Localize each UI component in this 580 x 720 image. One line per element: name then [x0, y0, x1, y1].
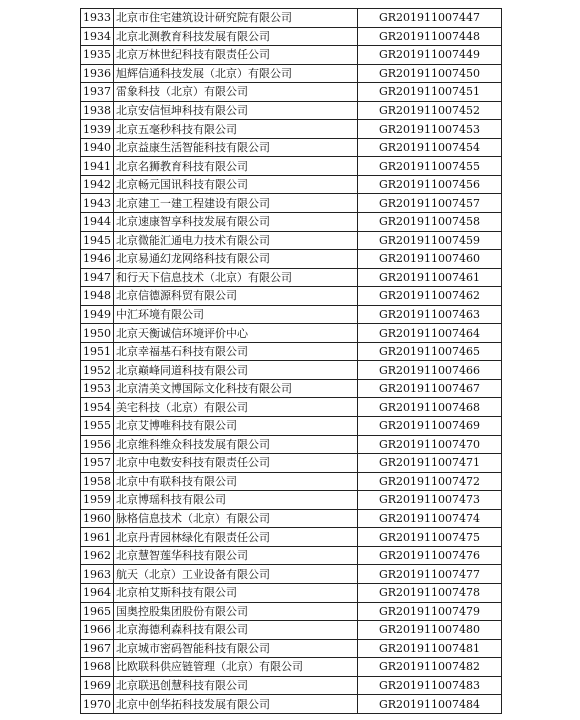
table-row [81, 83, 502, 102]
certificate-number: GR201911007483 [358, 676, 502, 695]
row-number: 1956 [81, 435, 114, 454]
certificate-number: GR201911007465 [358, 342, 502, 361]
table-row [81, 583, 502, 602]
row-number: 1943 [81, 194, 114, 213]
company-name: 脉格信息技术（北京）有限公司 [114, 509, 358, 528]
company-name: 北京柏艾斯科技有限公司 [114, 583, 358, 602]
certificate-number: GR201911007481 [358, 639, 502, 658]
certificate-number: GR201911007459 [358, 231, 502, 250]
company-name: 北京畅元国讯科技有限公司 [114, 175, 358, 194]
company-name: 旭辉信通科技发展（北京）有限公司 [114, 64, 358, 83]
row-number: 1946 [81, 250, 114, 269]
row-number: 1948 [81, 287, 114, 306]
certificate-number: GR201911007450 [358, 64, 502, 83]
table-row [81, 138, 502, 157]
row-number: 1944 [81, 213, 114, 232]
row-number: 1940 [81, 138, 114, 157]
company-name: 北京建工一建工程建设有限公司 [114, 194, 358, 213]
certificate-number: GR201911007452 [358, 101, 502, 120]
table-row [81, 528, 502, 547]
company-name: 北京天衡诚信环境评价中心 [114, 324, 358, 343]
company-name: 北京维科维众科技发展有限公司 [114, 435, 358, 454]
certificate-number: GR201911007473 [358, 491, 502, 510]
company-name: 北京海德利森科技有限公司 [114, 621, 358, 640]
certificate-number: GR201911007447 [358, 9, 502, 28]
table-row [81, 509, 502, 528]
table-row [81, 250, 502, 269]
table-row [81, 379, 502, 398]
table-row [81, 491, 502, 510]
row-number: 1951 [81, 342, 114, 361]
company-name: 北京五毫秒科技有限公司 [114, 120, 358, 139]
row-number: 1953 [81, 379, 114, 398]
certificate-table [80, 8, 502, 714]
table-row [81, 695, 502, 714]
company-name: 北京城市密码智能科技有限公司 [114, 639, 358, 658]
company-name: 北京博瑶科技有限公司 [114, 491, 358, 510]
table-row [81, 398, 502, 417]
row-number: 1950 [81, 324, 114, 343]
table-row [81, 621, 502, 640]
certificate-number: GR201911007468 [358, 398, 502, 417]
certificate-number: GR201911007480 [358, 621, 502, 640]
table-row [81, 194, 502, 213]
certificate-number: GR201911007464 [358, 324, 502, 343]
company-name: 北京巅峰同道科技有限公司 [114, 361, 358, 380]
table-row [81, 324, 502, 343]
certificate-number: GR201911007457 [358, 194, 502, 213]
company-name: 北京中有联科技有限公司 [114, 472, 358, 491]
table-row [81, 602, 502, 621]
row-number: 1969 [81, 676, 114, 695]
company-name: 北京联迅创慧科技有限公司 [114, 676, 358, 695]
row-number: 1962 [81, 546, 114, 565]
row-number: 1937 [81, 83, 114, 102]
company-name: 国奥控股集团股份有限公司 [114, 602, 358, 621]
row-number: 1952 [81, 361, 114, 380]
certificate-number: GR201911007460 [358, 250, 502, 269]
table-row [81, 472, 502, 491]
table-row [81, 175, 502, 194]
row-number: 1938 [81, 101, 114, 120]
certificate-number: GR201911007478 [358, 583, 502, 602]
table-row [81, 101, 502, 120]
row-number: 1941 [81, 157, 114, 176]
table-row [81, 361, 502, 380]
certificate-number: GR201911007449 [358, 46, 502, 65]
company-name: 北京清美文博国际文化科技有限公司 [114, 379, 358, 398]
certificate-number: GR201911007476 [358, 546, 502, 565]
certificate-number: GR201911007477 [358, 565, 502, 584]
row-number: 1957 [81, 454, 114, 473]
certificate-number: GR201911007448 [358, 27, 502, 46]
certificate-number: GR201911007453 [358, 120, 502, 139]
certificate-number: GR201911007471 [358, 454, 502, 473]
company-name: 比欧联科供应链管理（北京）有限公司 [114, 658, 358, 677]
table-body [81, 9, 502, 714]
certificate-number: GR201911007467 [358, 379, 502, 398]
table-row [81, 417, 502, 436]
company-name: 和行天下信息技术（北京）有限公司 [114, 268, 358, 287]
row-number: 1960 [81, 509, 114, 528]
company-name: 北京市住宅建筑设计研究院有限公司 [114, 9, 358, 28]
certificate-number: GR201911007472 [358, 472, 502, 491]
company-name: 北京慧智莲华科技有限公司 [114, 546, 358, 565]
certificate-number: GR201911007479 [358, 602, 502, 621]
company-name: 北京益康生活智能科技有限公司 [114, 138, 358, 157]
certificate-number: GR201911007469 [358, 417, 502, 436]
company-name: 航天（北京）工业设备有限公司 [114, 565, 358, 584]
company-name: 中汇环境有限公司 [114, 305, 358, 324]
certificate-number: GR201911007455 [358, 157, 502, 176]
row-number: 1959 [81, 491, 114, 510]
certificate-number: GR201911007470 [358, 435, 502, 454]
row-number: 1934 [81, 27, 114, 46]
company-name: 北京微能汇通电力技术有限公司 [114, 231, 358, 250]
row-number: 1968 [81, 658, 114, 677]
table-row [81, 213, 502, 232]
company-name: 北京名狮教育科技有限公司 [114, 157, 358, 176]
certificate-number: GR201911007484 [358, 695, 502, 714]
table-row [81, 268, 502, 287]
company-name: 北京幸福基石科技有限公司 [114, 342, 358, 361]
row-number: 1936 [81, 64, 114, 83]
table-row [81, 64, 502, 83]
table-row [81, 27, 502, 46]
table-row [81, 435, 502, 454]
company-name: 北京安信恒坤科技有限公司 [114, 101, 358, 120]
certificate-number: GR201911007475 [358, 528, 502, 547]
table-row [81, 454, 502, 473]
row-number: 1947 [81, 268, 114, 287]
row-number: 1935 [81, 46, 114, 65]
company-name: 北京万林世纪科技有限责任公司 [114, 46, 358, 65]
row-number: 1958 [81, 472, 114, 491]
table-row [81, 9, 502, 28]
row-number: 1964 [81, 583, 114, 602]
table-row [81, 305, 502, 324]
row-number: 1955 [81, 417, 114, 436]
company-name: 北京北测教育科技发展有限公司 [114, 27, 358, 46]
row-number: 1967 [81, 639, 114, 658]
row-number: 1954 [81, 398, 114, 417]
company-name: 北京中创华拓科技发展有限公司 [114, 695, 358, 714]
row-number: 1949 [81, 305, 114, 324]
table-row [81, 46, 502, 65]
table-row [81, 639, 502, 658]
row-number: 1939 [81, 120, 114, 139]
row-number: 1965 [81, 602, 114, 621]
table-row [81, 231, 502, 250]
table-row [81, 157, 502, 176]
row-number: 1970 [81, 695, 114, 714]
table-row [81, 676, 502, 695]
row-number: 1933 [81, 9, 114, 28]
table-row [81, 120, 502, 139]
certificate-number: GR201911007474 [358, 509, 502, 528]
certificate-number: GR201911007463 [358, 305, 502, 324]
certificate-number: GR201911007458 [358, 213, 502, 232]
certificate-number: GR201911007462 [358, 287, 502, 306]
certificate-number: GR201911007454 [358, 138, 502, 157]
company-name: 北京信德源科贸有限公司 [114, 287, 358, 306]
company-name: 美宅科技（北京）有限公司 [114, 398, 358, 417]
row-number: 1963 [81, 565, 114, 584]
row-number: 1942 [81, 175, 114, 194]
row-number: 1945 [81, 231, 114, 250]
row-number: 1961 [81, 528, 114, 547]
table-row [81, 565, 502, 584]
table-row [81, 287, 502, 306]
company-name: 北京中电数安科技有限责任公司 [114, 454, 358, 473]
certificate-number: GR201911007466 [358, 361, 502, 380]
company-name: 北京易通幻龙网络科技有限公司 [114, 250, 358, 269]
row-number: 1966 [81, 621, 114, 640]
company-name: 北京丹青园林绿化有限责任公司 [114, 528, 358, 547]
company-name: 雷象科技（北京）有限公司 [114, 83, 358, 102]
certificate-number: GR201911007461 [358, 268, 502, 287]
company-name: 北京艾博唯科技有限公司 [114, 417, 358, 436]
table-row [81, 342, 502, 361]
certificate-number: GR201911007482 [358, 658, 502, 677]
company-name: 北京速康智享科技发展有限公司 [114, 213, 358, 232]
certificate-number: GR201911007451 [358, 83, 502, 102]
table-row [81, 658, 502, 677]
certificate-number: GR201911007456 [358, 175, 502, 194]
table-row [81, 546, 502, 565]
